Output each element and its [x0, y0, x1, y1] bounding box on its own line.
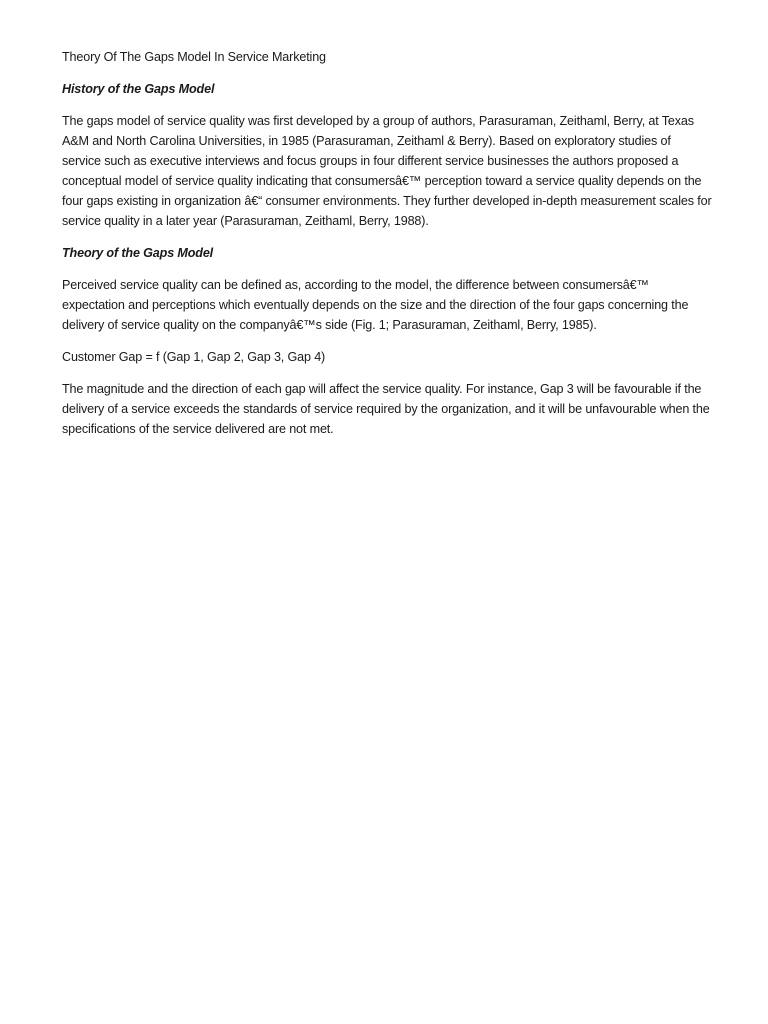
- paragraph-history: The gaps model of service quality was first developed by a group of authors, Parasuraman, Zeithaml, Berry, at Texas A&M and North Carolina Universities, in 1985 (Parasuraman, Zeithaml & Berry). Based on exploratory studies of service such as executive interviews and focus groups in four different service businesses the authors proposed a conceptual model of service quality indicating that consumersâ€™ perception toward a service quality depends on the four gaps existing in organization â€“ consumer environments. They further developed in-depth measurement scales for service quality in a later year (Parasuraman, Zeithaml, Berry, 1988).: [62, 114, 712, 228]
- section-heading-theory: Theory of the Gaps Model: [62, 246, 214, 260]
- document-title: Theory Of The Gaps Model In Service Marketing: [62, 50, 326, 64]
- paragraph-theory: Perceived service quality can be defined as, according to the model, the difference between consumersâ€™ expectation and perceptions which eventually depends on the size and the direction of the four gaps concerning the delivery of service quality on the companyâ€™s side (Fig. 1; Parasuraman, Zeithaml, Berry, 1985).: [62, 278, 689, 332]
- formula-line: Customer Gap = f (Gap 1, Gap 2, Gap 3, Gap 4): [62, 350, 326, 364]
- document-body: [62, 47, 712, 451]
- section-heading-history: History of the Gaps Model: [62, 82, 215, 96]
- paragraph-closing: The magnitude and the direction of each gap will affect the service quality. For instance, Gap 3 will be favourable if the delivery of a service exceeds the standards of service required by the organization, and it will be unfavourable when the specifications of the service delivered are not met.: [62, 382, 710, 436]
